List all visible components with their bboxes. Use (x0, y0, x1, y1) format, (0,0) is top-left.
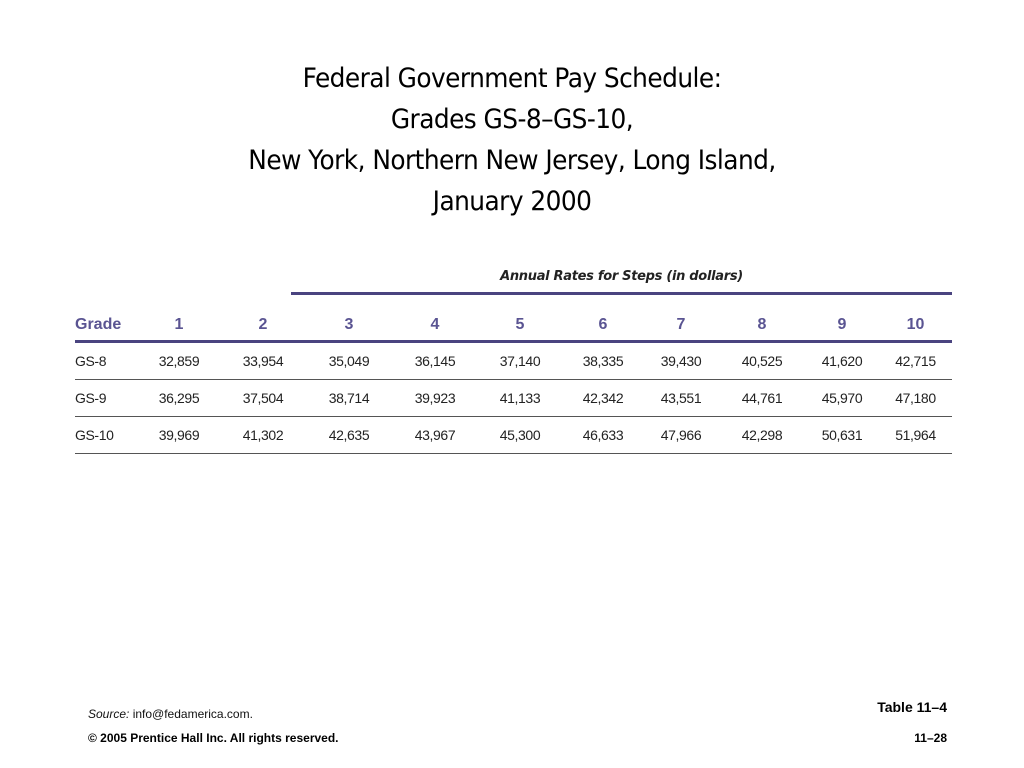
column-header-step-7: 7 (643, 310, 719, 342)
column-header-step-1: 1 (137, 310, 221, 342)
grade-cell: GS-8 (75, 342, 137, 380)
table-cell: 39,923 (393, 380, 477, 417)
table-cell: 39,969 (137, 417, 221, 454)
title-line-4: January 2000 (432, 186, 592, 217)
table-number-label: Table 11–4 (877, 699, 947, 715)
table-cell: 41,620 (805, 342, 879, 380)
column-header-step-2: 2 (221, 310, 305, 342)
column-header-step-3: 3 (305, 310, 393, 342)
table-cell: 51,964 (879, 417, 952, 454)
table-row-gs-9 (75, 380, 952, 417)
table-cell: 43,967 (393, 417, 477, 454)
title-line-3: New York, Northern New Jersey, Long Island, (248, 145, 776, 176)
table-cell: 47,180 (879, 380, 952, 417)
copyright-notice: © 2005 Prentice Hall Inc. All rights reserved. (88, 731, 339, 745)
column-header-step-6: 6 (563, 310, 643, 342)
source-label: Source: (88, 707, 130, 721)
table-cell: 39,430 (643, 342, 719, 380)
table-cell: 38,714 (305, 380, 393, 417)
column-header-step-5: 5 (477, 310, 563, 342)
table-cell: 35,049 (305, 342, 393, 380)
table-cell: 42,635 (305, 417, 393, 454)
table-cell: 45,970 (805, 380, 879, 417)
table-cell: 37,140 (477, 342, 563, 380)
grade-cell: GS-10 (75, 417, 137, 454)
column-header-step-10: 10 (879, 310, 952, 342)
table-cell: 40,525 (719, 342, 805, 380)
steps-super-header-label: Annual Rates for Steps (in dollars) (500, 269, 743, 284)
title-line-2: Grades GS-8–GS-10, (390, 104, 634, 135)
pay-schedule-table (75, 310, 952, 454)
column-header-grade: Grade (75, 310, 137, 342)
table-cell: 42,342 (563, 380, 643, 417)
table-cell: 47,966 (643, 417, 719, 454)
table-cell: 43,551 (643, 380, 719, 417)
table-cell: 46,633 (563, 417, 643, 454)
table-cell: 32,859 (137, 342, 221, 380)
table-cell: 50,631 (805, 417, 879, 454)
table-cell: 33,954 (221, 342, 305, 380)
table-cell: 36,145 (393, 342, 477, 380)
column-header-step-4: 4 (393, 310, 477, 342)
slide-title (41, 58, 983, 222)
table-header-row (75, 310, 952, 342)
table-row-gs-10 (75, 417, 952, 454)
source-note (88, 707, 253, 721)
table-row-gs-8 (75, 342, 952, 380)
column-header-step-9: 9 (805, 310, 879, 342)
grade-cell: GS-9 (75, 380, 137, 417)
title-line-1: Federal Government Pay Schedule: (302, 63, 722, 94)
table-cell: 42,715 (879, 342, 952, 380)
table-cell: 45,300 (477, 417, 563, 454)
source-text: info@fedamerica.com. (129, 707, 253, 721)
table-cell: 38,335 (563, 342, 643, 380)
table-cell: 37,504 (221, 380, 305, 417)
slide-page-number: 11–28 (914, 731, 947, 745)
table-cell: 41,133 (477, 380, 563, 417)
column-header-step-8: 8 (719, 310, 805, 342)
table-cell: 42,298 (719, 417, 805, 454)
table-cell: 36,295 (137, 380, 221, 417)
table-cell: 41,302 (221, 417, 305, 454)
table-cell: 44,761 (719, 380, 805, 417)
steps-super-header (291, 262, 952, 295)
